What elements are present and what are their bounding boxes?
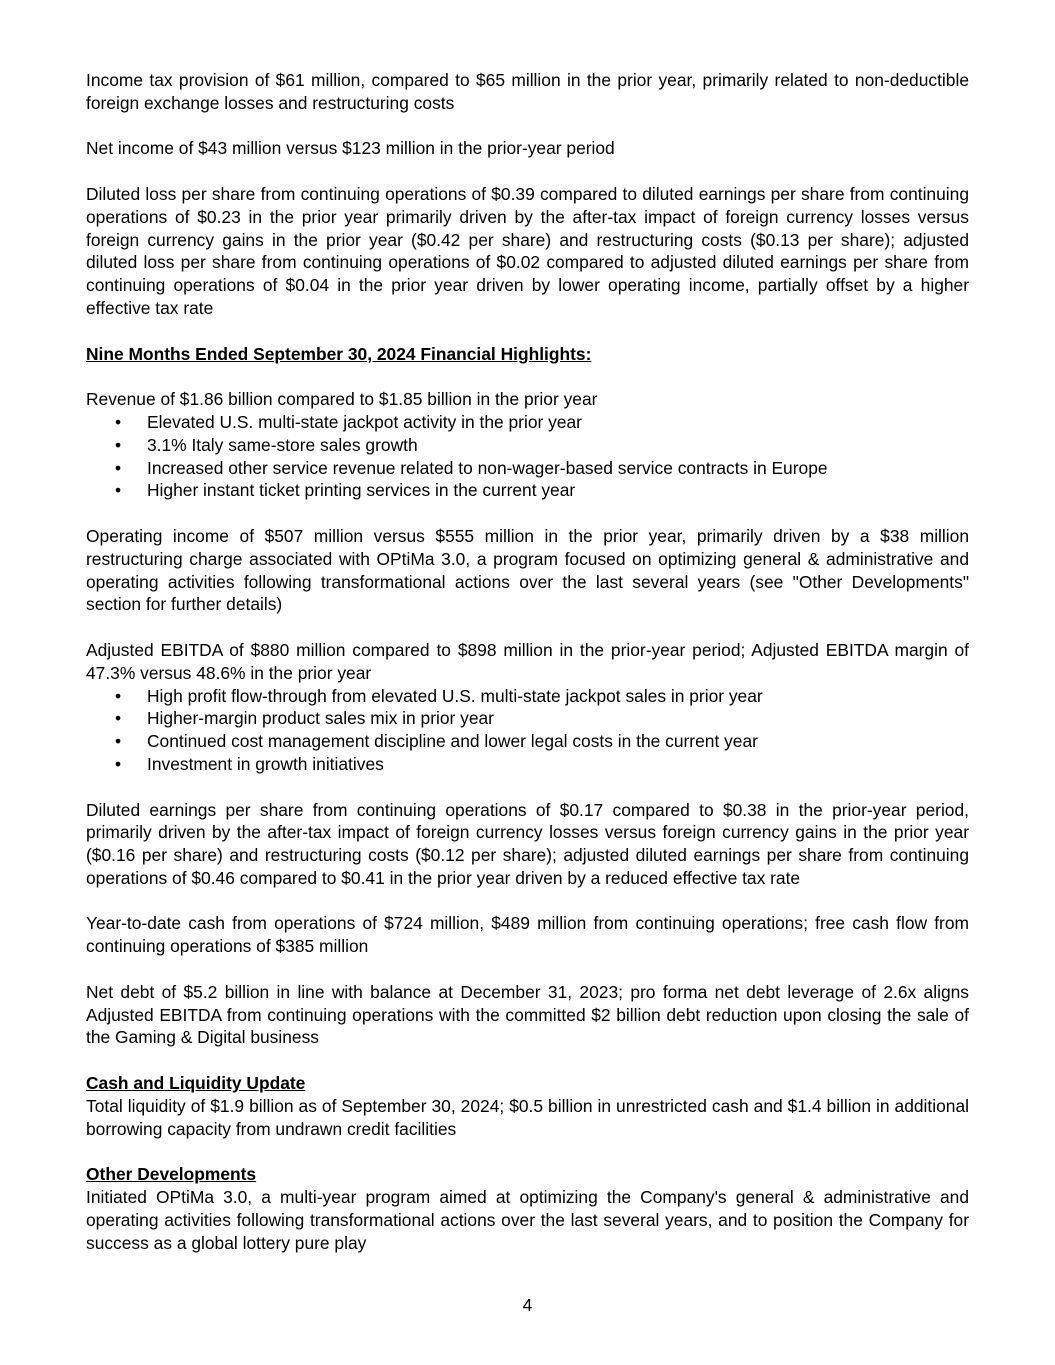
operating-income-paragraph: Operating income of $507 million versus $555 million in the prior year, primarily driven by a $38 million restructuring charge associated with OPtiMa 3.0, a program focused on optimizing general & administrative and operating activities following transformational actions over the last several years (see "Other Developments" section for further details) xyxy=(86,525,969,615)
bullet-icon: • xyxy=(115,685,122,706)
net-income-paragraph: Net income of $43 million versus $123 million in the prior-year period xyxy=(86,138,615,159)
bullet-icon: • xyxy=(115,434,122,455)
list-item-text: Elevated U.S. multi-state jackpot activity in the prior year xyxy=(147,411,582,432)
list-item-text: High profit flow-through from elevated U.S. multi-state jackpot sales in prior year xyxy=(147,685,763,706)
net-debt-paragraph: Net debt of $5.2 billion in line with balance at December 31, 2023; pro forma net debt leverage of 2.6x aligns Adjusted EBITDA from continuing operations with the committed $2 billion debt reduction upon closing the sale of the Gaming & Digital business xyxy=(86,981,969,1048)
bullet-icon: • xyxy=(115,753,122,774)
document-body xyxy=(86,69,969,1277)
list-item-text: Higher-margin product sales mix in prior year xyxy=(147,708,494,729)
list-item xyxy=(86,411,969,434)
cash-paragraph: Year-to-date cash from operations of $724 million, $489 million from continuing operations; free cash flow from continuing operations of $385 million xyxy=(86,913,969,957)
bullet-icon: • xyxy=(115,457,122,478)
bullet-icon: • xyxy=(115,480,122,501)
other-developments-heading: Other Developments xyxy=(86,1164,257,1185)
ebitda-bullet-list xyxy=(86,685,969,776)
diluted-loss-paragraph: Diluted loss per share from continuing operations of $0.39 compared to diluted earnings per share from continuing operations of $0.23 in the prior year primarily driven by the after-tax impact of foreign currency losses versus foreign currency gains in the prior year ($0.42 per share) and restructuring costs ($0.13 per share); adjusted diluted loss per share from continuing operations of $0.02 compared to adjusted diluted earnings per share from continuing operations of $0.04 in the prior year driven by lower operating income, partially offset by a higher effective tax rate xyxy=(86,183,969,318)
list-item-text: Higher instant ticket printing services in the current year xyxy=(147,480,576,501)
nine-months-heading: Nine Months Ended September 30, 2024 Financial Highlights: xyxy=(86,343,592,364)
list-item xyxy=(86,457,969,480)
other-developments-paragraph: Initiated OPtiMa 3.0, a multi-year program aimed at optimizing the Company's general & administrative and operating activities following transformational actions over the last several years, and to position the Company for success as a global lottery pure play xyxy=(86,1187,969,1253)
liquidity-heading: Cash and Liquidity Update xyxy=(86,1073,306,1094)
list-item xyxy=(86,753,969,776)
list-item-text: Investment in growth initiatives xyxy=(147,753,384,774)
list-item xyxy=(86,434,969,457)
page-number: 4 xyxy=(522,1295,533,1315)
list-item xyxy=(86,707,969,730)
eps-paragraph: Diluted earnings per share from continuing operations of $0.17 compared to $0.38 in the prior-year period, primarily driven by the after-tax impact of foreign currency losses versus foreign currency gains in the prior year ($0.16 per share) and restructuring costs ($0.12 per share); adjusted diluted earnings per share from continuing operations of $0.46 compared to $0.41 in the prior year driven by a reduced effective tax rate xyxy=(86,799,969,888)
ebitda-paragraph: Adjusted EBITDA of $880 million compared to $898 million in the prior-year period; Adjusted EBITDA margin of 47.3% versus 48.6% in the prior year xyxy=(86,639,969,683)
list-item xyxy=(86,730,969,753)
list-item-text: Increased other service revenue related to non-wager-based service contracts in Europe xyxy=(147,457,828,478)
bullet-icon: • xyxy=(115,708,122,729)
bullet-icon: • xyxy=(115,731,122,752)
revenue-paragraph: Revenue of $1.86 billion compared to $1.85 billion in the prior year xyxy=(86,389,598,410)
income-tax-paragraph: Income tax provision of $61 million, compared to $65 million in the prior year, primarily related to non-deductible foreign exchange losses and restructuring costs xyxy=(86,70,969,113)
list-item xyxy=(86,479,969,502)
bullet-icon: • xyxy=(115,411,122,432)
list-item xyxy=(86,685,969,708)
list-item-text: 3.1% Italy same-store sales growth xyxy=(147,434,418,455)
liquidity-paragraph: Total liquidity of $1.9 billion as of September 30, 2024; $0.5 billion in unrestricted cash and $1.4 billion in additional borrowing capacity from undrawn credit facilities xyxy=(86,1095,969,1139)
list-item-text: Continued cost management discipline and lower legal costs in the current year xyxy=(147,731,758,752)
revenue-bullet-list xyxy=(86,411,969,502)
